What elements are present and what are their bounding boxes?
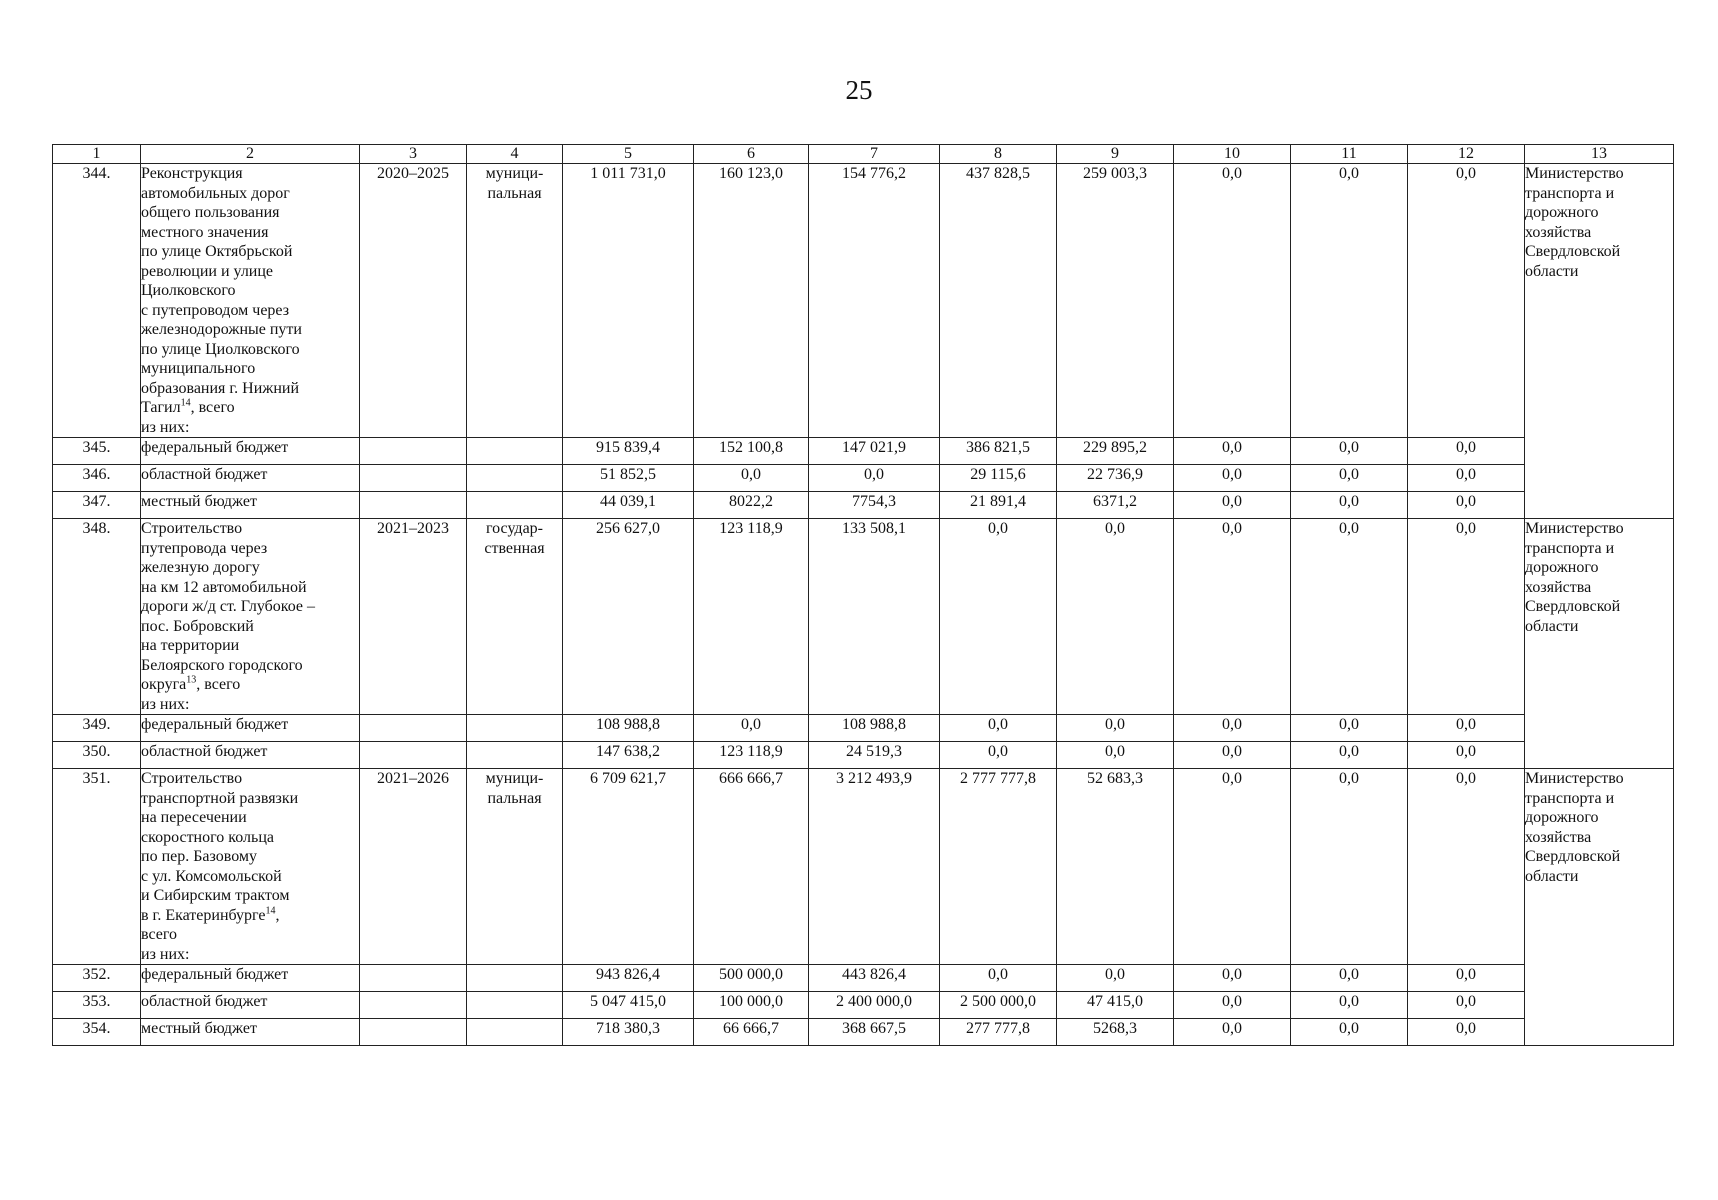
value-cell: 229 895,2 (1057, 438, 1174, 465)
column-header: 4 (467, 145, 563, 164)
empty-cell (360, 742, 467, 769)
empty-cell (467, 492, 563, 519)
value-cell: 21 891,4 (940, 492, 1057, 519)
value-cell: 0,0 (1174, 438, 1291, 465)
value-cell: 24 519,3 (809, 742, 940, 769)
empty-cell (360, 1019, 467, 1046)
value-cell: 0,0 (1408, 769, 1525, 965)
value-cell: 2 400 000,0 (809, 992, 940, 1019)
empty-cell (360, 715, 467, 742)
executor-cell: Министерство транспорта и дорожного хозяйства Свердловской области (1525, 519, 1674, 769)
value-cell: 0,0 (1408, 519, 1525, 715)
row-number: 352. (53, 965, 141, 992)
value-cell: 6371,2 (1057, 492, 1174, 519)
value-cell: 277 777,8 (940, 1019, 1057, 1046)
measure-name: областной бюджет (141, 742, 360, 769)
row-number: 344. (53, 164, 141, 438)
value-cell: 5 047 415,0 (563, 992, 694, 1019)
value-cell: 0,0 (940, 965, 1057, 992)
column-header: 1 (53, 145, 141, 164)
row-number: 353. (53, 992, 141, 1019)
measure-name: федеральный бюджет (141, 438, 360, 465)
value-cell: 2 777 777,8 (940, 769, 1057, 965)
value-cell: 0,0 (1291, 1019, 1408, 1046)
measure-name: областной бюджет (141, 465, 360, 492)
value-cell: 2 500 000,0 (940, 992, 1057, 1019)
value-cell: 108 988,8 (809, 715, 940, 742)
column-header: 10 (1174, 145, 1291, 164)
empty-cell (360, 992, 467, 1019)
value-cell: 0,0 (1174, 992, 1291, 1019)
value-cell: 0,0 (1408, 965, 1525, 992)
value-cell: 0,0 (1174, 965, 1291, 992)
value-cell: 6 709 621,7 (563, 769, 694, 965)
value-cell: 0,0 (1057, 965, 1174, 992)
column-header: 13 (1525, 145, 1674, 164)
value-cell: 0,0 (1408, 492, 1525, 519)
value-cell: 0,0 (1174, 1019, 1291, 1046)
period-cell: 2021–2023 (360, 519, 467, 715)
value-cell: 100 000,0 (694, 992, 809, 1019)
column-header: 12 (1408, 145, 1525, 164)
empty-cell (467, 965, 563, 992)
value-cell: 29 115,6 (940, 465, 1057, 492)
value-cell: 0,0 (1057, 715, 1174, 742)
value-cell: 368 667,5 (809, 1019, 940, 1046)
value-cell: 0,0 (1174, 465, 1291, 492)
value-cell: 256 627,0 (563, 519, 694, 715)
value-cell: 0,0 (1291, 465, 1408, 492)
value-cell: 152 100,8 (694, 438, 809, 465)
value-cell: 0,0 (1291, 965, 1408, 992)
measure-name: федеральный бюджет (141, 715, 360, 742)
table-row (53, 492, 1674, 519)
ownership-cell: муници- пальная (467, 164, 563, 438)
measure-name: местный бюджет (141, 492, 360, 519)
column-header: 3 (360, 145, 467, 164)
value-cell: 5268,3 (1057, 1019, 1174, 1046)
value-cell: 0,0 (1291, 519, 1408, 715)
header-row (53, 145, 1674, 164)
value-cell: 0,0 (940, 715, 1057, 742)
table-row (53, 1019, 1674, 1046)
table-row (53, 715, 1674, 742)
value-cell: 0,0 (1291, 992, 1408, 1019)
value-cell: 108 988,8 (563, 715, 694, 742)
value-cell: 0,0 (1408, 164, 1525, 438)
measure-name: Строительство путепровода через железную дорогу на км 12 автомобильной дороги ж/д ст. Глубокое – пос. Бобровский на территории Белоярского городского округа$^{13}$, всего из них: (141, 519, 360, 715)
value-cell: 500 000,0 (694, 965, 809, 992)
row-number: 346. (53, 465, 141, 492)
empty-cell (467, 992, 563, 1019)
table-row (53, 519, 1674, 715)
value-cell: 0,0 (1291, 769, 1408, 965)
value-cell: 8022,2 (694, 492, 809, 519)
column-header: 11 (1291, 145, 1408, 164)
value-cell: 0,0 (694, 465, 809, 492)
value-cell: 0,0 (1174, 769, 1291, 965)
measure-name: местный бюджет (141, 1019, 360, 1046)
table-row (53, 965, 1674, 992)
row-number: 354. (53, 1019, 141, 1046)
executor-cell: Министерство транспорта и дорожного хозяйства Свердловской области (1525, 164, 1674, 519)
budget-table (52, 144, 1674, 1046)
row-number: 347. (53, 492, 141, 519)
value-cell: 0,0 (1408, 742, 1525, 769)
column-header: 8 (940, 145, 1057, 164)
row-number: 345. (53, 438, 141, 465)
table-row (53, 742, 1674, 769)
row-number: 351. (53, 769, 141, 965)
value-cell: 147 021,9 (809, 438, 940, 465)
page-number: 25 (845, 75, 873, 105)
value-cell: 66 666,7 (694, 1019, 809, 1046)
column-header: 2 (141, 145, 360, 164)
value-cell: 443 826,4 (809, 965, 940, 992)
value-cell: 666 666,7 (694, 769, 809, 965)
value-cell: 0,0 (1291, 715, 1408, 742)
value-cell: 7754,3 (809, 492, 940, 519)
value-cell: 718 380,3 (563, 1019, 694, 1046)
table-row (53, 992, 1674, 1019)
value-cell: 386 821,5 (940, 438, 1057, 465)
value-cell: 51 852,5 (563, 465, 694, 492)
row-number: 350. (53, 742, 141, 769)
row-number: 348. (53, 519, 141, 715)
empty-cell (467, 1019, 563, 1046)
measure-name: Реконструкция автомобильных дорог общего пользования местного значения по улице Октябрьской революции и улице Циолковского с путепроводом через железнодорожные пути по улице Циолковского муниципального образования г. Нижний Тагил$^{14}$, всего из них: (141, 164, 360, 438)
empty-cell (467, 438, 563, 465)
empty-cell (360, 438, 467, 465)
value-cell: 123 118,9 (694, 742, 809, 769)
value-cell: 915 839,4 (563, 438, 694, 465)
table-row (53, 465, 1674, 492)
measure-name: федеральный бюджет (141, 965, 360, 992)
value-cell: 0,0 (1291, 164, 1408, 438)
period-cell: 2020–2025 (360, 164, 467, 438)
ownership-cell: муници- пальная (467, 769, 563, 965)
empty-cell (467, 742, 563, 769)
value-cell: 0,0 (1174, 715, 1291, 742)
value-cell: 943 826,4 (563, 965, 694, 992)
executor-cell: Министерство транспорта и дорожного хозяйства Свердловской области (1525, 769, 1674, 1046)
value-cell: 123 118,9 (694, 519, 809, 715)
value-cell: 0,0 (1291, 742, 1408, 769)
empty-cell (360, 965, 467, 992)
value-cell: 0,0 (1057, 519, 1174, 715)
value-cell: 0,0 (1408, 1019, 1525, 1046)
table-row (53, 769, 1674, 965)
column-header: 5 (563, 145, 694, 164)
value-cell: 0,0 (940, 742, 1057, 769)
value-cell: 0,0 (1408, 992, 1525, 1019)
value-cell: 44 039,1 (563, 492, 694, 519)
measure-name: областной бюджет (141, 992, 360, 1019)
value-cell: 0,0 (694, 715, 809, 742)
period-cell: 2021–2026 (360, 769, 467, 965)
empty-cell (467, 465, 563, 492)
value-cell: 22 736,9 (1057, 465, 1174, 492)
value-cell: 0,0 (1408, 465, 1525, 492)
value-cell: 0,0 (1291, 492, 1408, 519)
value-cell: 1 011 731,0 (563, 164, 694, 438)
row-number: 349. (53, 715, 141, 742)
value-cell: 154 776,2 (809, 164, 940, 438)
value-cell: 0,0 (1057, 742, 1174, 769)
value-cell: 52 683,3 (1057, 769, 1174, 965)
value-cell: 0,0 (1174, 492, 1291, 519)
value-cell: 3 212 493,9 (809, 769, 940, 965)
value-cell: 0,0 (1408, 438, 1525, 465)
table-row (53, 438, 1674, 465)
ownership-cell: государ- ственная (467, 519, 563, 715)
column-header: 6 (694, 145, 809, 164)
value-cell: 0,0 (809, 465, 940, 492)
value-cell: 160 123,0 (694, 164, 809, 438)
empty-cell (467, 715, 563, 742)
value-cell: 147 638,2 (563, 742, 694, 769)
value-cell: 259 003,3 (1057, 164, 1174, 438)
column-header: 9 (1057, 145, 1174, 164)
value-cell: 0,0 (1291, 438, 1408, 465)
value-cell: 0,0 (1174, 519, 1291, 715)
empty-cell (360, 492, 467, 519)
measure-name: Строительство транспортной развязки на пересечении скоростного кольца по пер. Базовому с ул. Комсомольской и Сибирским трактом в г. Екатеринбурге$^{14}$, всего из них: (141, 769, 360, 965)
value-cell: 133 508,1 (809, 519, 940, 715)
value-cell: 0,0 (1408, 715, 1525, 742)
value-cell: 0,0 (1174, 164, 1291, 438)
empty-cell (360, 465, 467, 492)
value-cell: 47 415,0 (1057, 992, 1174, 1019)
table-row (53, 164, 1674, 438)
value-cell: 0,0 (940, 519, 1057, 715)
column-header: 7 (809, 145, 940, 164)
value-cell: 0,0 (1174, 742, 1291, 769)
value-cell: 437 828,5 (940, 164, 1057, 438)
